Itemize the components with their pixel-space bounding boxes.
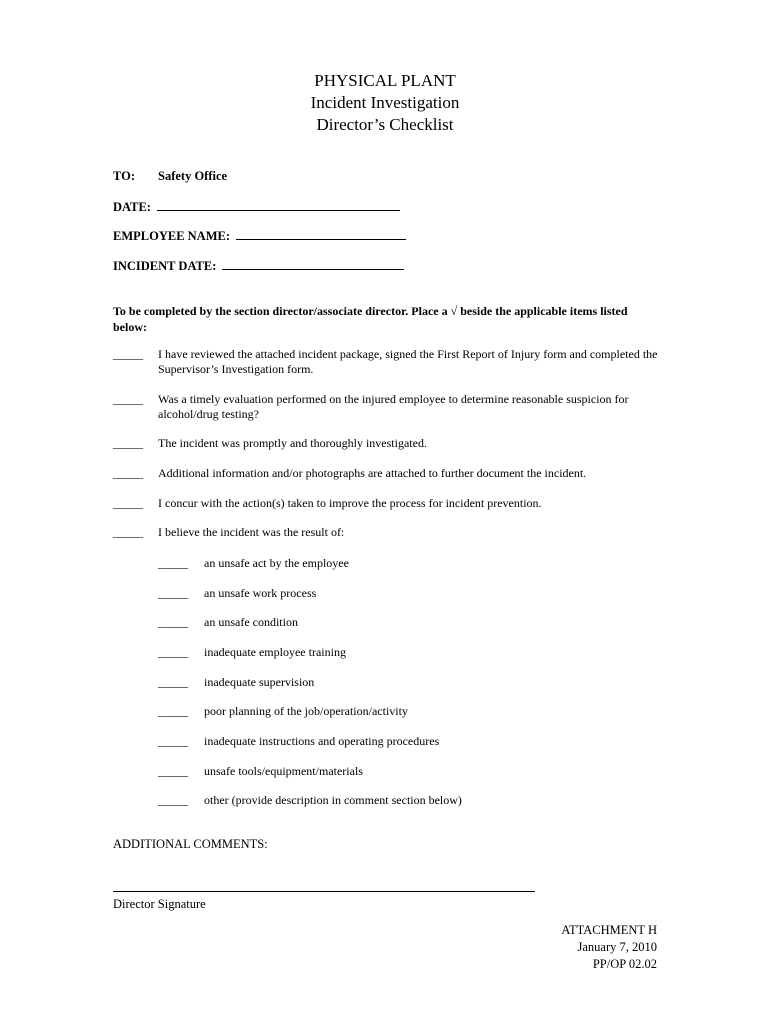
checklist-item-text: Was a timely evaluation performed on the injured employee to determine reasonable suspicion for alcohol/drug testing? — [158, 392, 629, 421]
cause-item-text: poor planning of the job/operation/activity — [204, 704, 408, 718]
incident-date-label: INCIDENT DATE: — [113, 259, 217, 273]
attachment-block — [561, 922, 657, 973]
checklist-item-text: Additional information and/or photographs are attached to further document the incident. — [158, 466, 587, 480]
additional-comments-label: ADDITIONAL COMMENTS: — [113, 837, 268, 851]
checkbox-blank[interactable]: _____ — [158, 793, 188, 807]
checkbox-blank[interactable]: _____ — [113, 525, 143, 539]
date-row — [113, 199, 400, 215]
checklist-item-text: The incident was promptly and thoroughly investigated. — [158, 436, 427, 450]
checkbox-blank[interactable]: _____ — [158, 704, 188, 718]
checkbox-blank[interactable]: _____ — [113, 496, 143, 510]
incident-date-field[interactable] — [222, 258, 404, 270]
employee-name-label: EMPLOYEE NAME: — [113, 229, 231, 243]
checklist-item-text: I believe the incident was the result of: — [158, 525, 345, 539]
checkbox-blank[interactable]: _____ — [158, 675, 188, 689]
instructions: To be completed by the section director/associate director. Place a √ beside the applicable items listed below: — [113, 304, 628, 334]
employee-name-row — [113, 228, 406, 244]
date-label: DATE: — [113, 200, 151, 214]
to-label: TO: — [113, 169, 135, 183]
page-subtitle: Incident Investigation — [310, 93, 460, 112]
page-subtitle-checklist: Director’s Checklist — [316, 115, 454, 134]
cause-item-text: inadequate supervision — [204, 675, 315, 689]
checkbox-blank[interactable]: _____ — [158, 586, 188, 600]
cause-item-text: an unsafe work process — [204, 586, 317, 600]
employee-name-field[interactable] — [236, 228, 406, 240]
to-row — [113, 169, 228, 184]
signature-label: Director Signature — [113, 897, 206, 911]
cause-item-text: other (provide description in comment section below) — [204, 793, 462, 807]
checkbox-blank[interactable]: _____ — [113, 436, 143, 450]
attachment-label: ATTACHMENT H — [561, 923, 657, 937]
checkbox-blank[interactable]: _____ — [158, 615, 188, 629]
signature-field[interactable] — [113, 891, 535, 892]
checkbox-blank[interactable]: _____ — [113, 466, 143, 480]
cause-item-text: an unsafe condition — [204, 615, 298, 629]
page-title: PHYSICAL PLANT — [314, 71, 456, 90]
checkbox-blank[interactable]: _____ — [158, 645, 188, 659]
date-field[interactable] — [157, 199, 400, 211]
checkbox-blank[interactable]: _____ — [113, 392, 143, 406]
attachment-date: January 7, 2010 — [577, 940, 657, 954]
attachment-code: PP/OP 02.02 — [592, 957, 657, 971]
checkbox-blank[interactable]: _____ — [113, 347, 143, 361]
cause-item-text: inadequate instructions and operating procedures — [204, 734, 440, 748]
checkbox-blank[interactable]: _____ — [158, 764, 188, 778]
cause-item-text: unsafe tools/equipment/materials — [204, 764, 363, 778]
checklist-item-text: I concur with the action(s) taken to improve the process for incident prevention. — [158, 496, 542, 510]
checkbox-blank[interactable]: _____ — [158, 556, 188, 570]
cause-item-text: an unsafe act by the employee — [204, 556, 349, 570]
incident-date-row — [113, 258, 404, 274]
cause-item-text: inadequate employee training — [204, 645, 346, 659]
checkbox-blank[interactable]: _____ — [158, 734, 188, 748]
to-value: Safety Office — [158, 169, 228, 183]
checklist-item-text: I have reviewed the attached incident package, signed the First Report of Injury form and completed the Supervisor’s Investigation form. — [158, 347, 658, 376]
